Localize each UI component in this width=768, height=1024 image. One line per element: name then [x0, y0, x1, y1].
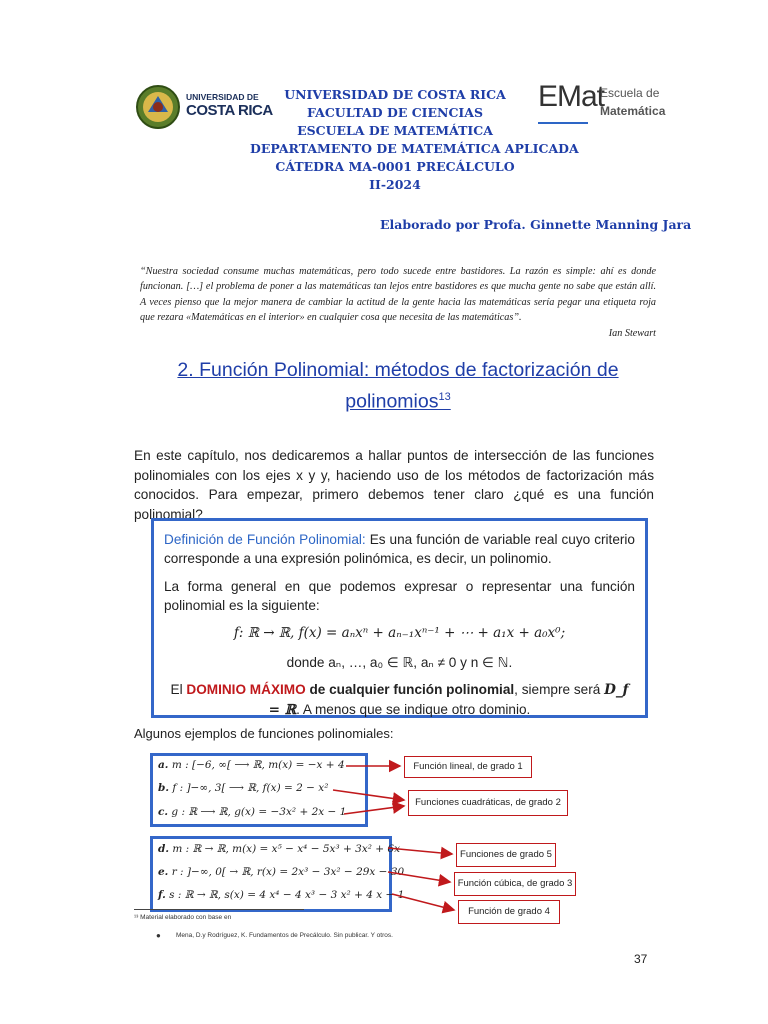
example-letter: c.	[158, 806, 169, 818]
author-line: Elaborado por Profa. Ginnette Manning Jara	[380, 217, 692, 232]
examples-label: Algunos ejemplos de funciones polinomiales:	[134, 726, 394, 741]
quote-author: Ian Stewart	[608, 327, 656, 339]
definition-term: Definición de Función Polinomial:	[164, 532, 366, 547]
page-number: 37	[634, 952, 648, 966]
callout-cubic: Función cúbica, de grado 3	[454, 872, 576, 896]
example-expr: r : ]−∞, 0[ → ℝ, r(x) = 2x³ − 3x² − 29x − 30	[171, 866, 405, 878]
callout-degree5: Funciones de grado 5	[456, 843, 556, 867]
header-line: ESCUELA DE MATEMÁTICA	[297, 123, 493, 138]
ucr-logo-line1: UNIVERSIDAD DE	[186, 92, 259, 102]
arrow-b	[333, 790, 404, 800]
intro-paragraph: En este capítulo, nos dedicaremos a hallar puntos de intersección de las funciones polinomiales con los ejes x y y, haciendo uso de los métodos de factorización más conocidos. Para empezar, primero debemos tener claro ¿qué es una función polinomial?	[134, 448, 654, 522]
quote-text: “Nuestra sociedad consume muchas matemáticas, pero todo sucede entre bastidores. La razón es simple: ahí es donde funcionan. […] el problema de poner a las matemáticas tan lejos entre bastidores es que mucha gente no sabe que están allí. A veces pienso que la mejor manera de cambiar la actitud de la gente hacia las matemáticas sería pegar una etiqueta roja que rezara «Matemáticas en el interior» en cualquier cosa que necesita de las matemáticas”.	[140, 266, 656, 324]
emat-logo-main: EMat	[538, 80, 605, 113]
domain-post: , siempre será	[514, 682, 605, 697]
domain-end: . A menos que se indique otro dominio.	[296, 702, 531, 717]
header-line: CÁTEDRA MA-0001 PRECÁLCULO	[275, 159, 515, 174]
example-expr: m : [−6, ∞[ ⟶ ℝ, m(x) = −x + 4	[171, 759, 345, 771]
callout-linear: Función lineal, de grado 1	[404, 756, 532, 778]
domain-math: D_f = ℝ	[268, 682, 629, 718]
header-line: II-2024	[369, 177, 421, 192]
definition-text: Es una función de variable real cuyo criterio corresponde a una expresión polinómica, es decir, un polinomio.	[164, 532, 635, 566]
example-letter: a.	[158, 759, 169, 771]
domain-max-label: DOMINIO MÁXIMO	[186, 682, 306, 697]
footnote-reference: Mena, D.y Rodríguez, K. Fundamentos de Precálculo. Sin publicar. Y otros.	[176, 932, 393, 939]
example-letter: d.	[158, 843, 169, 855]
example-expr: g : ℝ ⟶ ℝ, g(x) = −3x² + 2x − 1	[171, 806, 347, 818]
section-title-text: 2. Función Polinomial: métodos de factorización de polinomios	[177, 359, 619, 413]
footnote-bullet-icon: ●	[156, 931, 161, 940]
arrow-f	[392, 894, 454, 910]
coefficient-conditions: donde aₙ, …, a₀ ∈ ℝ, aₙ ≠ 0 y n ∈ ℕ.	[286, 655, 513, 670]
example-letter: f.	[158, 889, 166, 901]
arrow-c	[344, 806, 404, 814]
domain-bold-text: de cualquier función polinomial	[305, 682, 515, 697]
example-expr: f : ]−∞, 3[ ⟶ ℝ, f(x) = 2 − x²	[172, 782, 329, 794]
footnote-separator	[134, 909, 304, 910]
arrow-d	[388, 848, 452, 854]
general-formula: f: ℝ → ℝ, f(x) = aₙxⁿ + aₙ₋₁xⁿ⁻¹ + ⋯ + a₁x + a₀x⁰;	[233, 625, 566, 641]
general-form-text: La forma general en que podemos expresar o representar una función polinomial es la siguiente:	[164, 579, 635, 613]
emat-logo-line2: Matemática	[600, 104, 666, 118]
header-line: DEPARTAMENTO DE MATEMÁTICA APLICADA	[250, 141, 579, 156]
example-expr: s : ℝ → ℝ, s(x) = 4 x⁴ − 4 x³ − 3 x² + 4 x − 1	[169, 889, 405, 901]
example-expr: m : ℝ → ℝ, m(x) = x⁵ − x⁴ − 5x³ + 3x² + 6x	[172, 843, 401, 855]
header-line: UNIVERSIDAD DE COSTA RICA	[284, 87, 506, 102]
example-letter: e.	[158, 866, 169, 878]
footnote-ref: 13	[438, 391, 451, 403]
arrow-e	[388, 872, 450, 882]
callout-degree4: Función de grado 4	[458, 900, 560, 924]
ucr-logo-line2: COSTA RICA	[186, 102, 273, 119]
example-letter: b.	[158, 782, 169, 794]
header-line: FACULTAD DE CIENCIAS	[307, 105, 483, 120]
footnote-text: ¹³ Material elaborado con base en	[134, 914, 232, 921]
emat-logo-line1: Escuela de	[600, 86, 660, 100]
domain-pre: El	[170, 682, 187, 697]
callout-quadratic: Funciones cuadráticas, de grado 2	[408, 790, 568, 816]
